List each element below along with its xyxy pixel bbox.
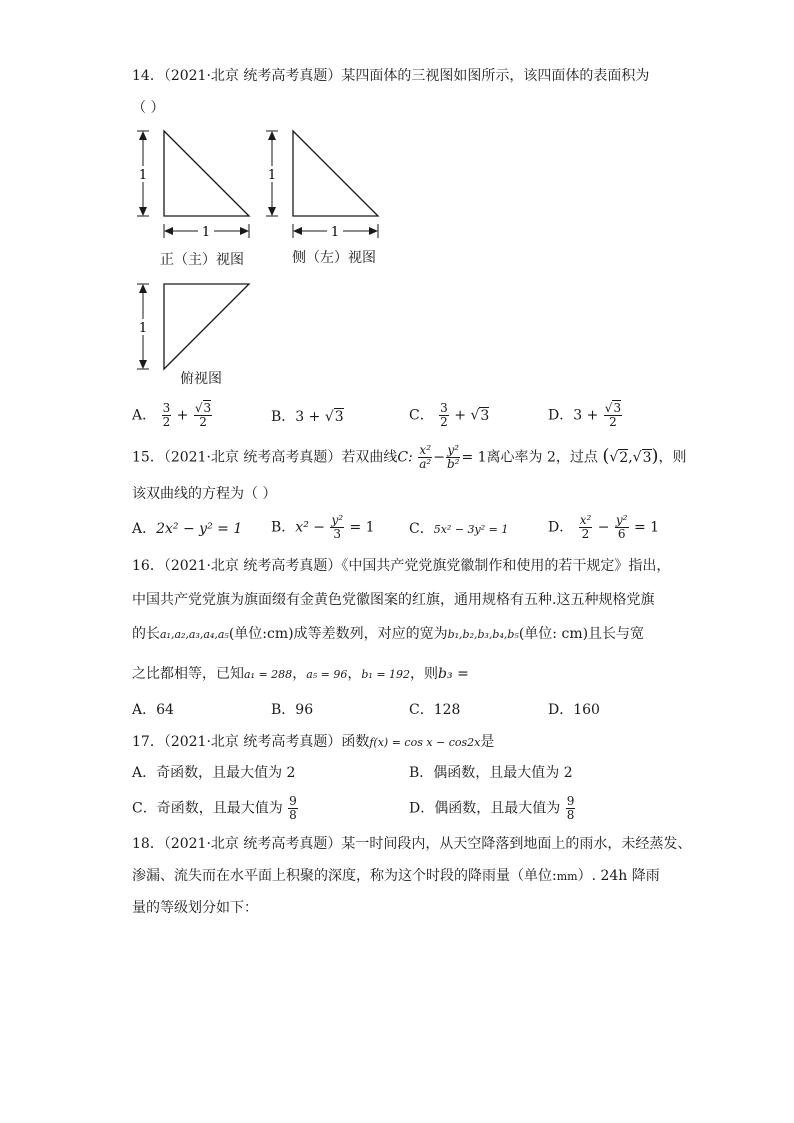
q18-line3: 量的等级划分如下： (132, 900, 258, 916)
q14-option-c[interactable]: C． $\frac{3}{2}$ + √3 (409, 401, 490, 429)
q14-option-a[interactable]: A． $\frac{3}{2}$ + $\frac{√3}{2}$ (132, 401, 212, 429)
q14-option-d[interactable]: D．3 + $\frac{√3}{2}$ (548, 401, 622, 429)
top-view-triangle (164, 284, 249, 369)
q18-line1: 18．（2021·北京 统考高考真题）某一时间段内，从天空降落到地面上的雨水，未经蒸发、 (132, 836, 692, 852)
side-view-caption: 侧（左）视图 (292, 250, 376, 266)
top-view-figure (134, 281, 258, 373)
q15-line1: 15．（2021·北京 统考高考真题）若双曲线C: $\frac{\text{x²}}{\text{a²}}$ − $\frac{\text{y²}}{\text{b²}}$ = 1离心率为 2，过点 (√2,√3)，则 (132, 443, 687, 471)
front-view-triangle (164, 131, 249, 216)
side-view-height-label: 1 (267, 168, 277, 183)
q16-option-c[interactable]: C．128 (409, 702, 461, 718)
q14-option-b[interactable]: B．3 + √3 (271, 409, 344, 425)
q15-option-d[interactable]: D． $\frac{\text{x²}}{2}$ − $\frac{\text{y²}}{6}$ = 1 (548, 513, 660, 541)
q16-line1: 16．（2021·北京 统考高考真题）《中国共产党党旗党徽制作和使用的若干规定》指出， (132, 558, 671, 574)
side-view-width-label: 1 (330, 225, 340, 240)
q16-option-b[interactable]: B．96 (271, 702, 314, 718)
q17-option-b[interactable]: B．偶函数，且最大值为 2 (409, 765, 573, 781)
front-view-figure (134, 128, 258, 240)
top-view-height-label: 1 (138, 321, 148, 336)
q16-option-a[interactable]: A．64 (132, 702, 174, 718)
q14-stem: 14．（2021·北京 统考高考真题）某四面体的三视图如图所示，该四面体的表面积为 (132, 68, 650, 84)
q16-line2: 中国共产党党旗为旗面缀有金黄色党徽图案的红旗，通用规格有五种.这五种规格党旗 (132, 592, 655, 608)
q17-stem: 17．（2021·北京 统考高考真题）函数f(x) = cos x − cos2x是 (132, 734, 495, 750)
front-view-caption: 正（主）视图 (160, 252, 244, 268)
q15-option-a[interactable]: A．2x² − y² = 1 (132, 521, 243, 537)
front-view-width-label: 1 (201, 225, 211, 240)
q15-option-c[interactable]: C．5x² − 3y² = 1 (409, 521, 509, 537)
q16-option-d[interactable]: D．160 (548, 702, 600, 718)
q17-option-a[interactable]: A．奇函数，且最大值为 2 (132, 765, 296, 781)
q14-paren: （ ） (132, 100, 165, 116)
q15-line2: 该双曲线的方程为（ ） (132, 486, 277, 502)
top-view-caption: 俯视图 (180, 371, 222, 387)
side-view-figure (263, 128, 387, 240)
q16-line4: 之比都相等，已知a₁ = 288，a₅ = 96，b₁ = 192，则b₃ = (132, 666, 469, 682)
q16-line3: 的长a₁,a₂,a₃,a₄,a₅(单位:cm)成等差数列，对应的宽为b₁,b₂,b₃,b₄,b₅(单位: cm)且长与宽 (132, 626, 645, 642)
side-view-triangle (293, 131, 378, 216)
front-view-height-label: 1 (138, 168, 148, 183)
q18-line2: 渗漏、流失而在水平面上积聚的深度，称为这个时段的降雨量（单位:mm）. 24h 降雨 (132, 868, 660, 884)
q17-option-d[interactable]: D．偶函数，且最大值为 $\frac{9}{8}$ (409, 794, 575, 822)
q15-option-b[interactable]: B．x² − $\frac{\text{y²}}{3}$ = 1 (271, 513, 375, 541)
q17-option-c[interactable]: C．奇函数，且最大值为 $\frac{9}{8}$ (132, 794, 297, 822)
